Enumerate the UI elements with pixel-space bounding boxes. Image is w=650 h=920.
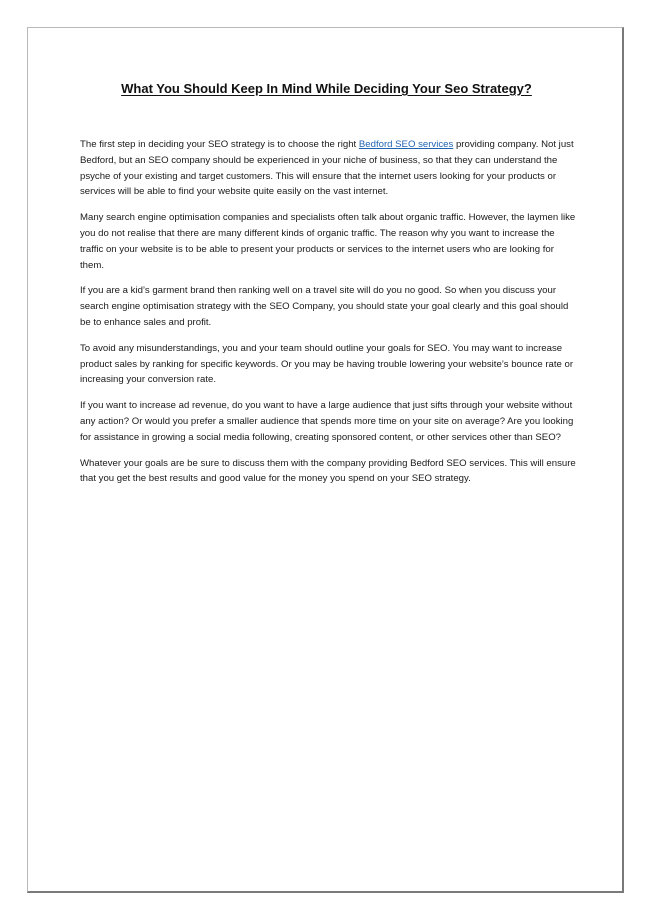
document-title: What You Should Keep In Mind While Deciding Your Seo Strategy?	[121, 81, 532, 96]
paragraph-3: If you are a kid’s garment brand then ranking well on a travel site will do you no good. So when you discuss your search engine optimisation strategy with the SEO Company, you should state your goal clearly and this goal should be to enhance sales and profit.	[80, 285, 569, 328]
paragraph-2: Many search engine optimisation companies and specialists often talk about organic traffic. However, the laymen like you do not realise that there are many different kinds of organic traffic. The reason why you want to increase the traffic on your website is to be able to present your products or services to the internet users who are looking for them.	[80, 212, 576, 271]
document-page	[27, 27, 624, 893]
bedford-seo-services-link[interactable]: Bedford SEO services	[358, 139, 454, 150]
paragraph-1	[80, 137, 577, 200]
paragraph-4: To avoid any misunderstandings, you and your team should outline your goals for SEO. You may want to increase product sales by ranking for specific keywords. Or you may be having trouble lowering your website’s bounce rate or increasing your conversion rate.	[80, 342, 574, 386]
document-body	[80, 137, 577, 497]
paragraph-5: If you want to increase ad revenue, do you want to have a large audience that just sifts through your website without any action? Or would you prefer a smaller audience that spends more time on your site on average? Are you looking for assistance in growing a social media following, creating sponsored content, or other services other than SEO?	[80, 400, 574, 443]
paragraph-6: Whatever your goals are be sure to discuss them with the company providing Bedford SEO services. This will ensure that you get the best results and good value for the money you spend on your SEO strategy.	[80, 457, 576, 485]
paragraph-1-text-end: providing company. Not just Bedford, but an SEO company should be experienced in your niche of business, so that they can understand the psyche of your existing and target customers. This will ensure that the internet users looking for your products or services will be able to find your website quite easily on the vast internet.	[80, 139, 574, 198]
paragraph-1-text-start: The first step in deciding your SEO strategy is to choose the right	[80, 139, 359, 150]
